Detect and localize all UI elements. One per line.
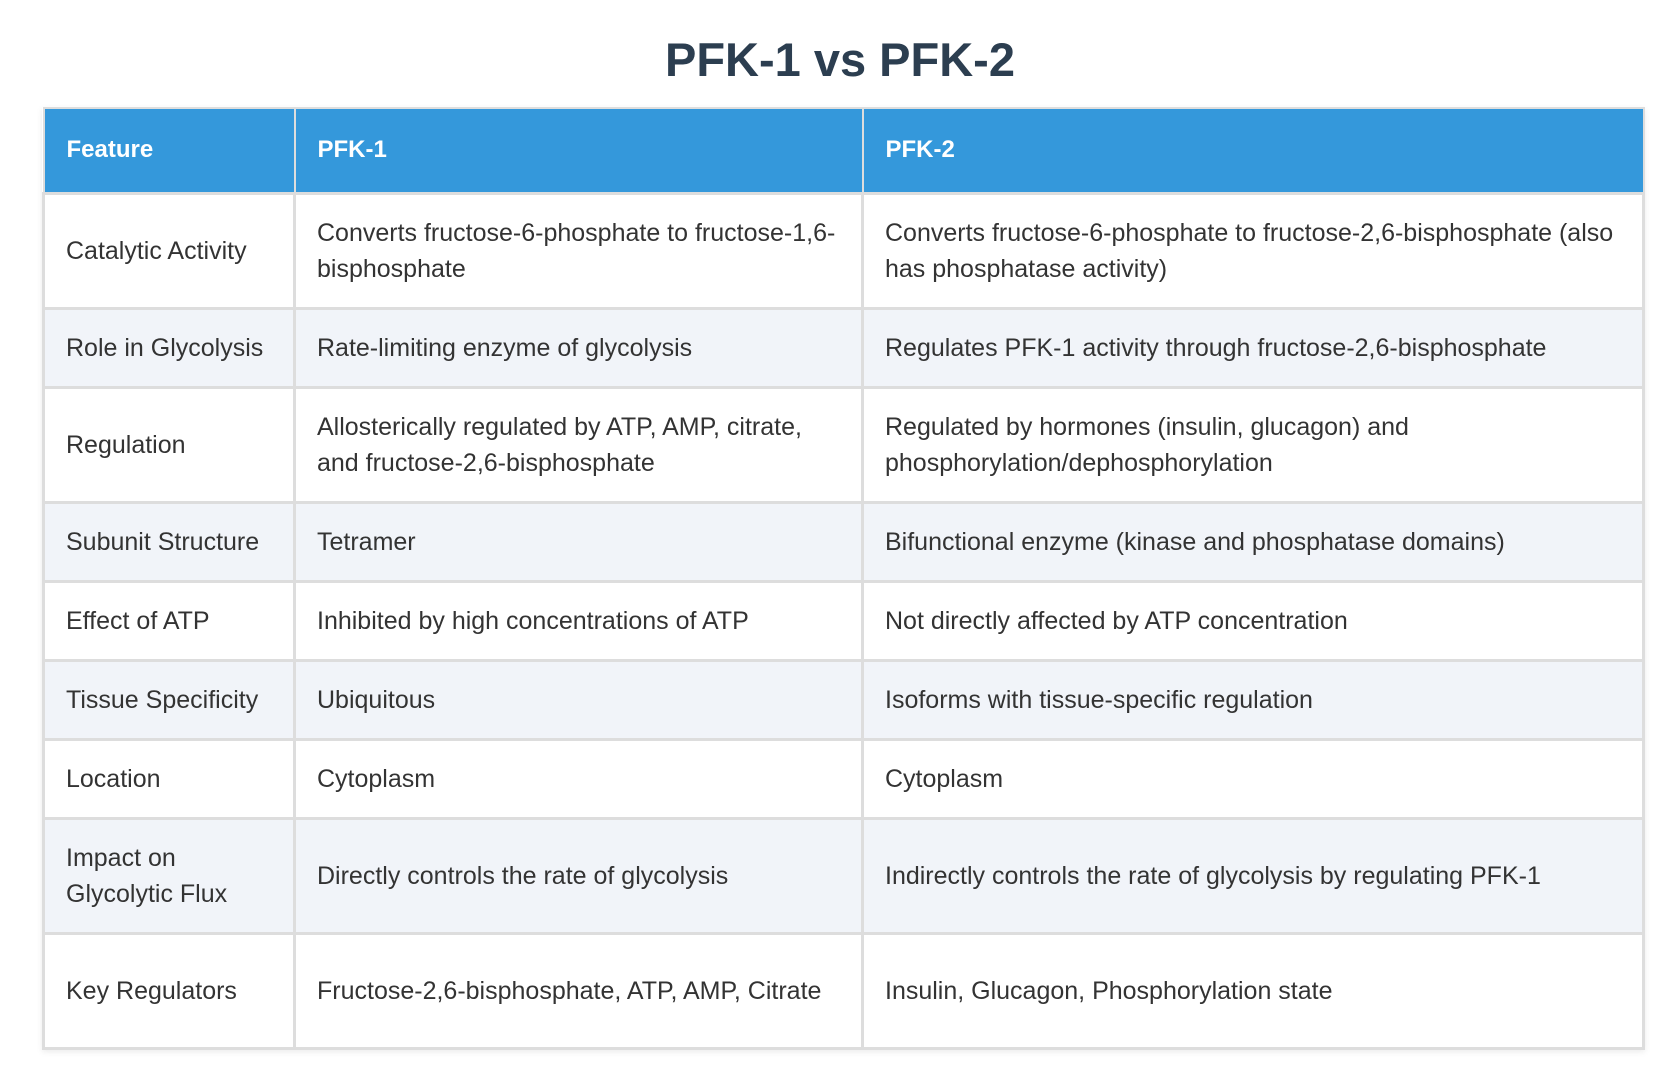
pfk1-cell: Inhibited by high concentrations of ATP — [295, 581, 863, 660]
table-row — [44, 193, 1644, 308]
table-row — [44, 502, 1644, 581]
feature-cell: Subunit Structure — [44, 502, 295, 581]
pfk1-cell: Rate-limiting enzyme of glycolysis — [295, 308, 863, 387]
pfk1-cell: Cytoplasm — [295, 739, 863, 818]
pfk1-cell: Allosterically regulated by ATP, AMP, citrate, and fructose-2,6-bisphosphate — [295, 387, 863, 502]
pfk2-cell: Regulates PFK-1 activity through fructose-2,6-bisphosphate — [863, 308, 1644, 387]
table-row — [44, 739, 1644, 818]
pfk2-cell: Cytoplasm — [863, 739, 1644, 818]
pfk1-cell: Directly controls the rate of glycolysis — [295, 818, 863, 933]
pfk1-cell: Tetramer — [295, 502, 863, 581]
feature-cell: Regulation — [44, 387, 295, 502]
feature-cell: Impact on Glycolytic Flux — [44, 818, 295, 933]
comparison-table-container — [42, 107, 1642, 1050]
pfk2-cell: Indirectly controls the rate of glycolysis by regulating PFK-1 — [863, 818, 1644, 933]
pfk2-cell: Insulin, Glucagon, Phosphorylation state — [863, 933, 1644, 1048]
header-pfk2: PFK-2 — [863, 108, 1644, 193]
comparison-table — [42, 107, 1645, 1050]
table-row — [44, 660, 1644, 739]
pfk2-cell: Regulated by hormones (insulin, glucagon) and phosphorylation/dephosphorylation — [863, 387, 1644, 502]
feature-cell: Catalytic Activity — [44, 193, 295, 308]
header-pfk1: PFK-1 — [295, 108, 863, 193]
header-feature: Feature — [44, 108, 295, 193]
pfk1-cell: Ubiquitous — [295, 660, 863, 739]
pfk2-cell: Isoforms with tissue-specific regulation — [863, 660, 1644, 739]
pfk2-cell: Bifunctional enzyme (kinase and phosphatase domains) — [863, 502, 1644, 581]
table-row — [44, 818, 1644, 933]
table-body — [44, 193, 1644, 1048]
pfk2-cell: Converts fructose-6-phosphate to fructose-2,6-bisphosphate (also has phosphatase activity) — [863, 193, 1644, 308]
feature-cell: Key Regulators — [44, 933, 295, 1048]
table-row — [44, 581, 1644, 660]
pfk1-cell: Fructose-2,6-bisphosphate, ATP, AMP, Citrate — [295, 933, 863, 1048]
table-row — [44, 387, 1644, 502]
feature-cell: Tissue Specificity — [44, 660, 295, 739]
feature-cell: Location — [44, 739, 295, 818]
table-row — [44, 308, 1644, 387]
pfk1-cell: Converts fructose-6-phosphate to fructose-1,6-bisphosphate — [295, 193, 863, 308]
page-title: PFK-1 vs PFK-2 — [665, 33, 1015, 86]
pfk2-cell: Not directly affected by ATP concentration — [863, 581, 1644, 660]
table-row — [44, 933, 1644, 1048]
feature-cell: Effect of ATP — [44, 581, 295, 660]
feature-cell: Role in Glycolysis — [44, 308, 295, 387]
table-header — [44, 108, 1644, 193]
header-row — [44, 108, 1644, 193]
